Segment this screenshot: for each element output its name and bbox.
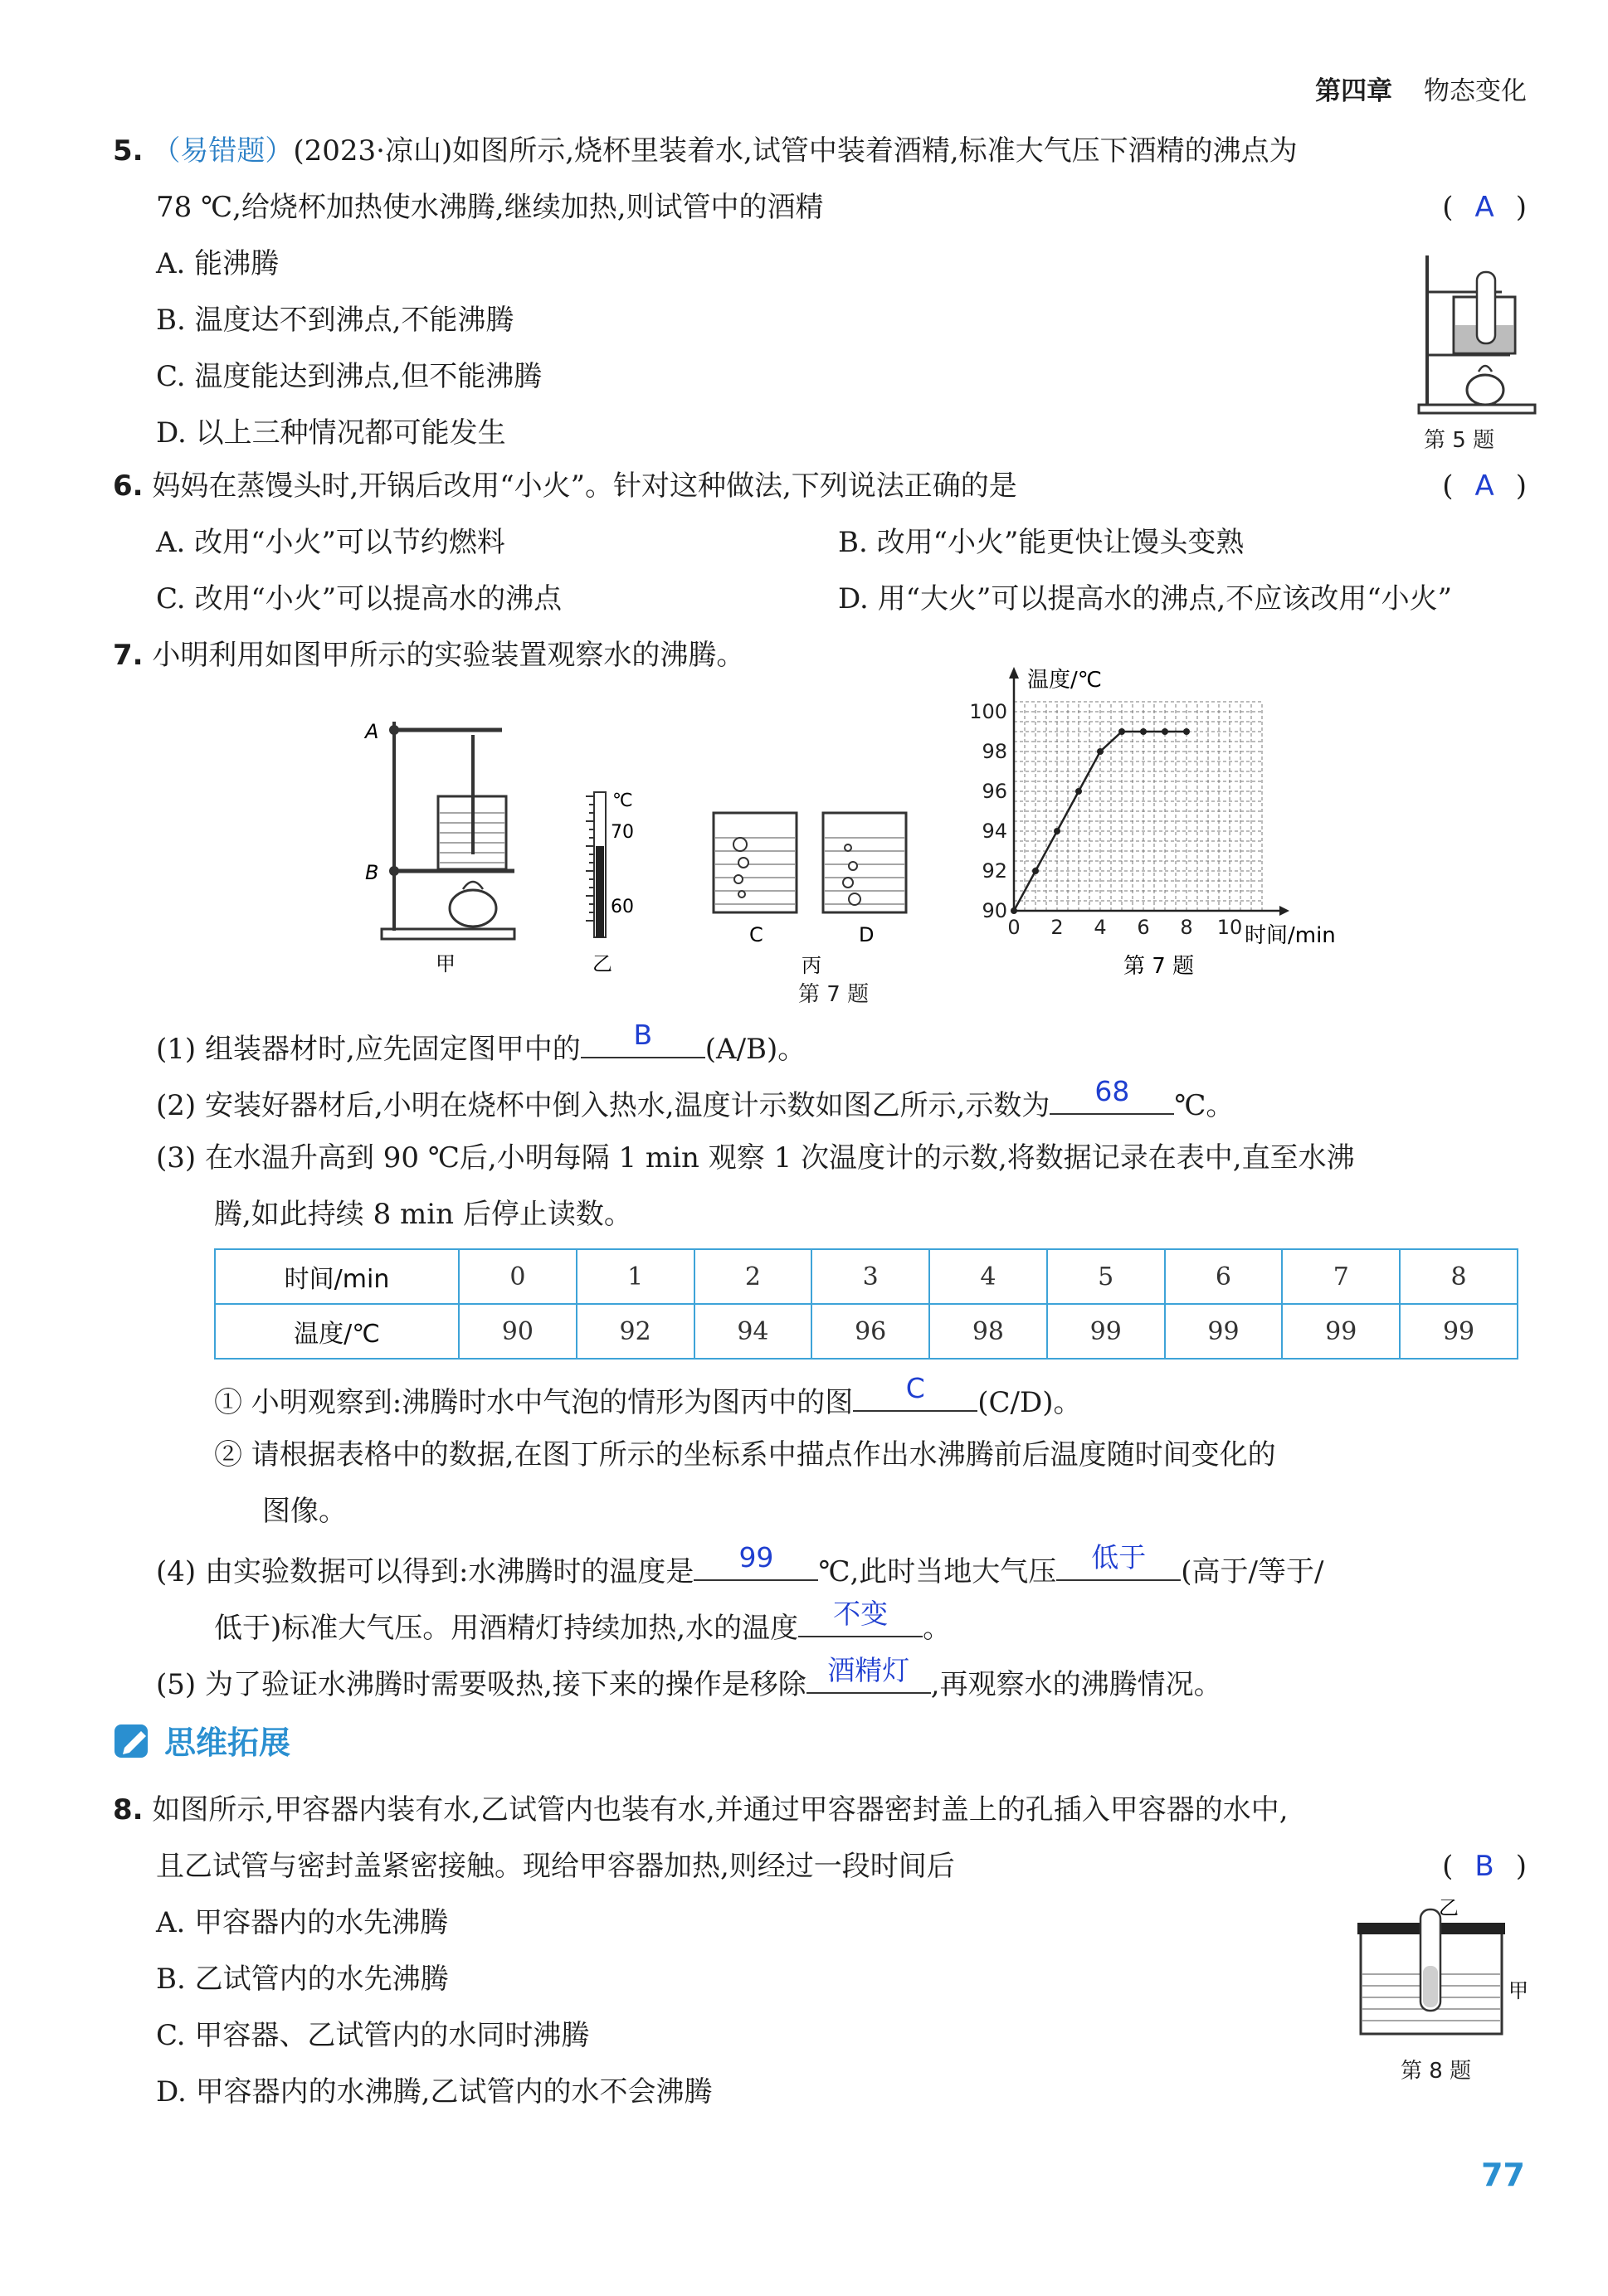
table-cell: 1 (577, 1249, 694, 1304)
table-cell: 99 (1400, 1304, 1518, 1359)
q7-sub1-blank (581, 1019, 705, 1058)
q8-option-d: D. 甲容器内的水沸腾,乙试管内的水不会沸腾 (156, 2075, 713, 2109)
y-tick-label: 96 (982, 780, 1007, 803)
table-cell: 92 (577, 1304, 694, 1359)
section-pencil-icon (113, 1721, 154, 1759)
q7-sub3b-line2: 图像。 (262, 1495, 347, 1528)
label-c: C (749, 923, 763, 946)
q7-sub4-answer1: 99 (738, 1541, 774, 1574)
q8-line1 (113, 1793, 1289, 1827)
table-cell: 2 (694, 1249, 812, 1304)
data-point (1075, 788, 1082, 795)
q7-data-table (214, 1248, 1518, 1360)
q6-number: 6. (113, 469, 144, 503)
stand-base (1419, 405, 1535, 413)
table-cell: 8 (1400, 1249, 1518, 1304)
q7-sub4-text: (4) 由实验数据可以得到:水沸腾时的温度是 (156, 1555, 694, 1588)
table-head-time: 时间/min (215, 1249, 459, 1304)
data-point (1162, 728, 1168, 735)
q7-sub1-text: (1) 组装器材时,应先固定图甲中的 (156, 1033, 581, 1066)
q7-sub3a (214, 1372, 1082, 1420)
x-axis-arrow (1279, 906, 1289, 916)
q6-text: 妈妈在蒸馒头时,开锅后改用“小火”。针对这种做法,下列说法正确的是 (152, 469, 1017, 503)
table-cell: 96 (811, 1304, 929, 1359)
table-cell: 90 (459, 1304, 577, 1359)
q7-sub2-post: ℃。 (1174, 1089, 1235, 1122)
q6-answer: A (1474, 469, 1494, 503)
q7-apparatus-figure (357, 705, 938, 987)
x-tick-label: 8 (1180, 916, 1193, 939)
table-cell: 5 (1047, 1249, 1165, 1304)
q7-line (113, 639, 744, 673)
table-cell: 4 (929, 1249, 1047, 1304)
q7-sub1-answer: B (633, 1019, 653, 1052)
q8-answer-paren: ( B ) (1442, 1850, 1527, 1883)
data-point (1011, 907, 1017, 914)
q6-answer-paren: ( A ) (1442, 469, 1527, 503)
label-b: B (365, 861, 379, 884)
q7-sub3-line1: (3) 在水温升高到 90 ℃后,小明每隔 1 min 观察 1 次温度计的示数,将数据记录在表中,直至水沸 (156, 1141, 1355, 1175)
q6-option-b: B. 改用“小火”能更快让馒头变熟 (838, 526, 1245, 559)
test-tube (1477, 272, 1495, 343)
x-tick-label: 0 (1007, 916, 1021, 939)
q7-sub4-answer2: 低于 (1091, 1541, 1147, 1574)
q6-option-d: D. 用“大火”可以提高水的沸点,不应该改用“小火” (838, 582, 1452, 615)
q7-sub4-text2: 低于)标准大气压。用酒精灯持续加热,水的温度 (214, 1612, 799, 1645)
q8-line2: 且乙试管与密封盖紧密接触。现给甲容器加热,则经过一段时间后 (156, 1850, 955, 1883)
table-cell: 3 (811, 1249, 929, 1304)
q7-sub3a-blank (853, 1372, 977, 1412)
table-cell: 94 (694, 1304, 812, 1359)
y-tick-label: 98 (982, 740, 1007, 763)
y-tick-label: 94 (982, 820, 1007, 843)
q5-number: 5. (113, 134, 144, 168)
table-cell: 98 (929, 1304, 1047, 1359)
page-number: 77 (1481, 2157, 1525, 2193)
q5-figure (1402, 247, 1543, 421)
table-row-time (215, 1249, 1518, 1304)
x-tick-label: 10 (1216, 916, 1243, 939)
x-tick-label: 2 (1050, 916, 1064, 939)
section-title: 思维拓展 (164, 1724, 291, 1761)
q6-option-a: A. 改用“小火”可以节约燃料 (156, 526, 505, 559)
y-tick-label: 100 (969, 700, 1007, 723)
q5-tag: （易错题） (152, 134, 294, 168)
q5-answer: A (1474, 191, 1494, 224)
q7-sub1 (156, 1019, 806, 1067)
thermo-unit: ℃ (612, 790, 633, 811)
table-cell: 0 (459, 1249, 577, 1304)
q7-figure-caption: 第 7 题 (798, 982, 870, 1007)
q7-sub4-post2: 。 (923, 1612, 952, 1645)
y-axis-arrow (1009, 667, 1019, 679)
jia-alcohol-lamp (450, 890, 496, 927)
q8-text1: 如图所示,甲容器内装有水,乙试管内也装有水,并通过甲容器密封盖上的孔插入甲容器的水中, (152, 1793, 1289, 1827)
chart-grid (1014, 702, 1263, 911)
q7-sub3a-text: ① 小明观察到:沸腾时水中气泡的情形为图丙中的图 (214, 1386, 854, 1419)
label-yi: 乙 (592, 952, 612, 975)
q7-sub3a-post: (C/D)。 (977, 1386, 1082, 1419)
q5-caption: 第 5 题 (1424, 428, 1495, 453)
q7-number: 7. (113, 639, 144, 672)
alcohol-lamp (1467, 375, 1503, 405)
label-jia: 甲 (436, 952, 456, 975)
q8-label-jia: 甲 (1508, 1979, 1528, 2002)
q7-sub2-text: (2) 安装好器材后,小明在烧杯中倒入热水,温度计示数如图乙所示,示数为 (156, 1089, 1050, 1122)
q7-sub1-post: (A/B)。 (704, 1033, 806, 1066)
q6-line (113, 469, 1017, 503)
q7-sub4-line2 (214, 1598, 952, 1646)
chart-xlabel: 时间/min (1245, 923, 1336, 948)
q8-option-c: C. 甲容器、乙试管内的水同时沸腾 (156, 2019, 590, 2052)
q7-sub3a-answer: C (905, 1372, 925, 1405)
chart-ylabel: 温度/℃ (1027, 668, 1102, 693)
q7-sub4-blank1 (694, 1541, 818, 1581)
q7-sub5-post: ,再观察水的沸腾情况。 (930, 1668, 1222, 1701)
q8-label-yi: 乙 (1439, 1900, 1459, 1919)
q8-caption: 第 8 题 (1401, 2059, 1472, 2084)
q5-text2: 78 ℃,给烧杯加热使水沸腾,继续加热,则试管中的酒精 (156, 191, 824, 224)
q7-text: 小明利用如图甲所示的实验装置观察水的沸腾。 (152, 639, 745, 672)
thermo-60: 60 (611, 897, 634, 917)
q7-sub4-mid: ℃,此时当地大气压 (818, 1555, 1057, 1588)
q7-sub4-blank2 (1056, 1541, 1181, 1581)
y-tick-label: 92 (982, 859, 1007, 883)
data-point (1054, 828, 1060, 834)
q7-sub4-post: (高于/等于/ (1181, 1555, 1324, 1588)
q7-sub5-answer: 酒精灯 (827, 1654, 910, 1687)
label-a: A (365, 720, 379, 743)
q5-option-a: A. 能沸腾 (156, 247, 280, 280)
data-point (1183, 728, 1190, 735)
q8-answer: B (1474, 1850, 1494, 1883)
q7-sub2-blank (1050, 1075, 1174, 1115)
chapter-title: 物态变化 (1424, 76, 1527, 106)
beaker-d (823, 813, 906, 912)
chart-caption: 第 7 题 (1123, 954, 1195, 977)
section-header (113, 1717, 290, 1763)
q7-sub3b-line1: ② 请根据表格中的数据,在图丁所示的坐标系中描点作出水沸腾前后温度随时间变化的 (214, 1438, 1276, 1471)
jia-stand-base (382, 929, 514, 939)
q5-option-b: B. 温度达不到沸点,不能沸腾 (156, 304, 514, 337)
q7-sub4-line1 (156, 1541, 1324, 1589)
chapter-label: 第四章 (1315, 76, 1393, 106)
data-point (1097, 748, 1104, 755)
q8-option-b: B. 乙试管内的水先沸腾 (156, 1963, 449, 1996)
q5-text1: (2023·凉山)如图所示,烧杯里装着水,试管中装着酒精,标准大气压下酒精的沸点为 (293, 134, 1298, 168)
page-header (1315, 76, 1527, 107)
table-cell: 99 (1165, 1304, 1283, 1359)
label-d: D (859, 923, 875, 946)
table-cell: 99 (1047, 1304, 1165, 1359)
q7-sub5-blank (806, 1654, 931, 1694)
q5-option-c: C. 温度能达到沸点,但不能沸腾 (156, 360, 543, 393)
q7-sub3-line2: 腾,如此持续 8 min 后停止读数。 (214, 1198, 632, 1231)
q5-line2 (156, 191, 824, 225)
thermo-70: 70 (611, 822, 634, 843)
q7-sub5 (156, 1654, 1222, 1702)
q7-sub4-answer3: 不变 (833, 1598, 889, 1631)
q7-sub2 (156, 1075, 1235, 1123)
q6-option-c: C. 改用“小火”可以提高水的沸点 (156, 582, 563, 615)
table-cell: 7 (1282, 1249, 1400, 1304)
label-bing: 丙 (802, 954, 821, 977)
table-cell: 99 (1282, 1304, 1400, 1359)
x-tick-label: 4 (1094, 916, 1107, 939)
q8-number: 8. (113, 1793, 144, 1827)
q5-option-d: D. 以上三种情况都可能发生 (156, 416, 506, 450)
table-head-temperature: 温度/℃ (215, 1304, 459, 1359)
q8-figure (1352, 1900, 1543, 2041)
q7-temperature-chart (962, 662, 1377, 977)
q5-answer-paren: ( A ) (1442, 191, 1527, 224)
beaker-c (714, 813, 797, 912)
q8-option-a: A. 甲容器内的水先沸腾 (156, 1906, 449, 1939)
x-tick-label: 6 (1137, 916, 1150, 939)
table-row-temperature (215, 1304, 1518, 1359)
y-tick-label: 90 (982, 899, 1007, 922)
q7-sub2-answer: 68 (1094, 1075, 1130, 1108)
data-point (1032, 868, 1039, 874)
chart-ticks (969, 700, 1242, 939)
q5-line1 (113, 134, 1298, 168)
q7-sub5-text: (5) 为了验证水沸腾时需要吸热,接下来的操作是移除 (156, 1668, 806, 1701)
data-point (1140, 728, 1147, 735)
q7-sub4-blank3 (798, 1598, 923, 1637)
data-point (1118, 728, 1125, 735)
table-cell: 6 (1165, 1249, 1283, 1304)
